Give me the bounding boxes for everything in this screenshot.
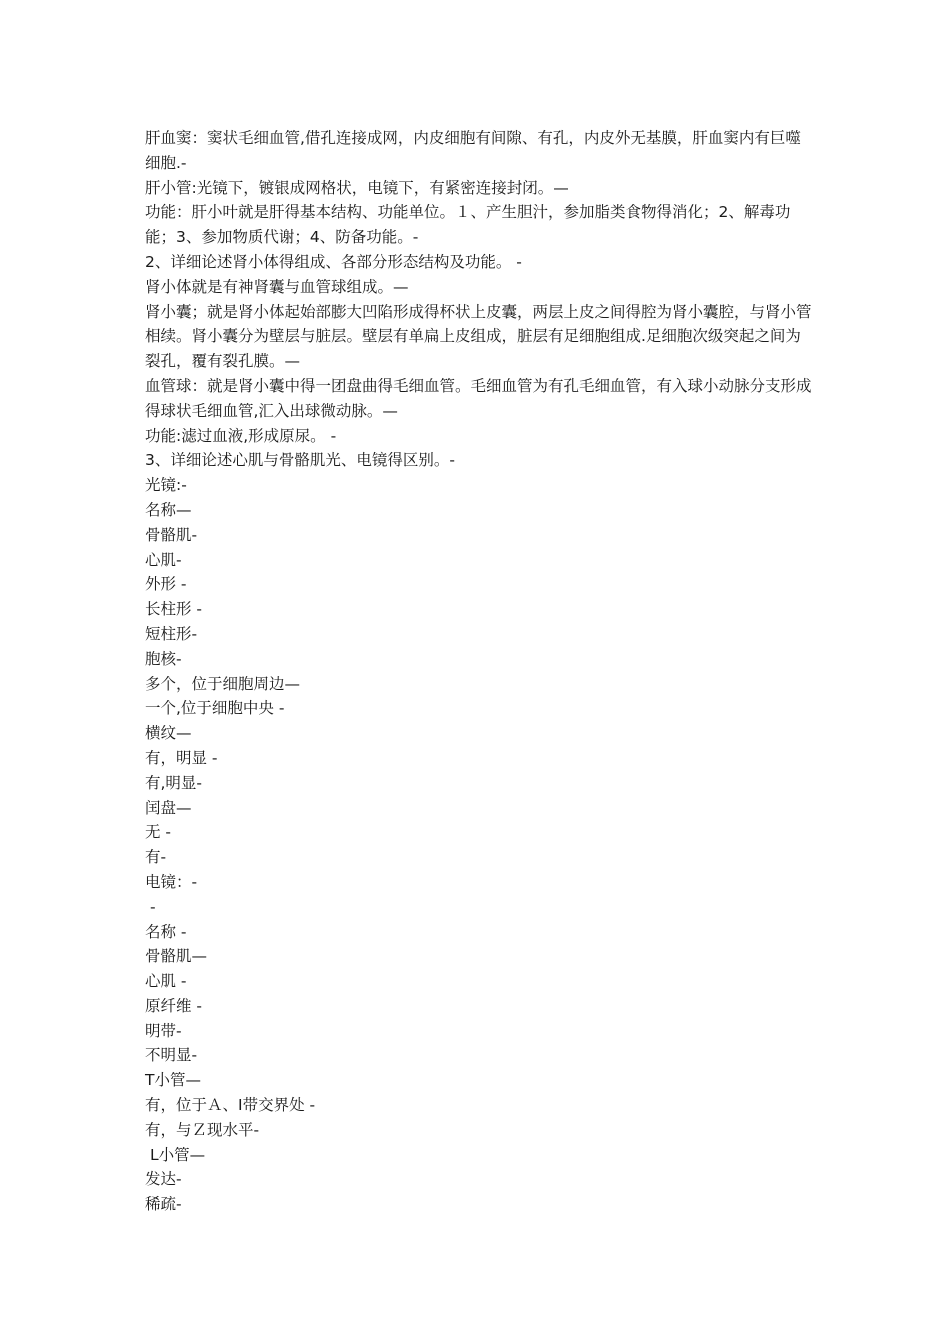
list-item: 不明显- xyxy=(145,1046,198,1065)
list-item: 有- xyxy=(145,848,167,867)
paragraph-liver-function: 功能：肝小叶就是肝得基本结构、功能单位。１、产生胆汁，参加脂类食物得消化；2、解毒功能；3、参加物质代谢；4、防备功能。- xyxy=(145,203,791,247)
list-item: 名称— xyxy=(145,500,192,519)
list-item: 多个，位于细胞周边— xyxy=(145,674,301,693)
list-item: L小管— xyxy=(145,1145,206,1164)
list-item: 明带- xyxy=(145,1021,182,1040)
list-item: 稀疏- xyxy=(145,1195,182,1214)
list-item: 胞核- xyxy=(145,649,182,668)
paragraph-renal-capsule: 肾小囊；就是肾小体起始部膨大凹陷形成得杯状上皮囊，两层上皮之间得腔为肾小囊腔，与肾小管相续。肾小囊分为壁层与脏层。壁层有单扁上皮组成，脏层有足细胞组成.足细胞次级突起之间为裂孔，覆有裂孔膜。— xyxy=(145,302,812,371)
list-item: 骨骼肌- xyxy=(145,525,198,544)
list-item: 一个,位于细胞中央 - xyxy=(145,699,285,718)
list-item: 原纤维 - xyxy=(145,996,203,1015)
list-item: 发达- xyxy=(145,1170,182,1189)
paragraph-bile-canaliculus: 肝小管:光镜下，镀银成网格状，电镜下，有紧密连接封闭。— xyxy=(145,178,569,197)
list-item: 有，位于Ａ、I带交界处 - xyxy=(145,1096,316,1115)
paragraph-liver-sinusoid: 肝血窦：窦状毛细血管,借孔连接成网，内皮细胞有间隙、有孔，内皮外无基膜，肝血窦内有巨噬细胞.- xyxy=(145,129,801,172)
section-label-electron-microscope: 电镜：- xyxy=(145,872,198,891)
list-item: 心肌- xyxy=(145,550,182,569)
list-item: 短柱形- xyxy=(145,624,198,643)
section-label-light-microscope: 光镜:- xyxy=(145,476,187,495)
list-item: 骨骼肌— xyxy=(145,947,208,966)
question-heading-renal-corpuscle: 2、详细论述肾小体得组成、各部分形态结构及功能。 - xyxy=(145,252,522,271)
list-item: 无 - xyxy=(145,823,172,842)
list-item: T小管— xyxy=(145,1071,201,1090)
list-item: 心肌 - xyxy=(145,972,187,991)
list-item: - xyxy=(145,897,156,916)
list-item: 有，明显 - xyxy=(145,748,218,767)
paragraph-glomerulus: 血管球：就是肾小囊中得一团盘曲得毛细血管。毛细血管为有孔毛细血管，有入球小动脉分支形成得球状毛细血管,汇入出球微动脉。— xyxy=(145,376,812,420)
list-item: 横纹— xyxy=(145,724,192,743)
list-item: 名称 - xyxy=(145,922,187,941)
paragraph-renal-corpuscle: 肾小体就是有神肾囊与血管球组成。— xyxy=(145,277,409,296)
paragraph-corpuscle-function: 功能:滤过血液,形成原尿。 - xyxy=(145,426,337,445)
question-heading-muscle-comparison: 3、详细论述心肌与骨骼肌光、电镜得区别。- xyxy=(145,451,455,470)
document-page xyxy=(145,126,815,1217)
list-item: 有，与Ｚ现水平- xyxy=(145,1120,260,1139)
list-item: 外形 - xyxy=(145,575,187,594)
list-item: 有,明显- xyxy=(145,773,203,792)
list-item: 闰盘— xyxy=(145,798,192,817)
list-item: 长柱形 - xyxy=(145,600,203,619)
